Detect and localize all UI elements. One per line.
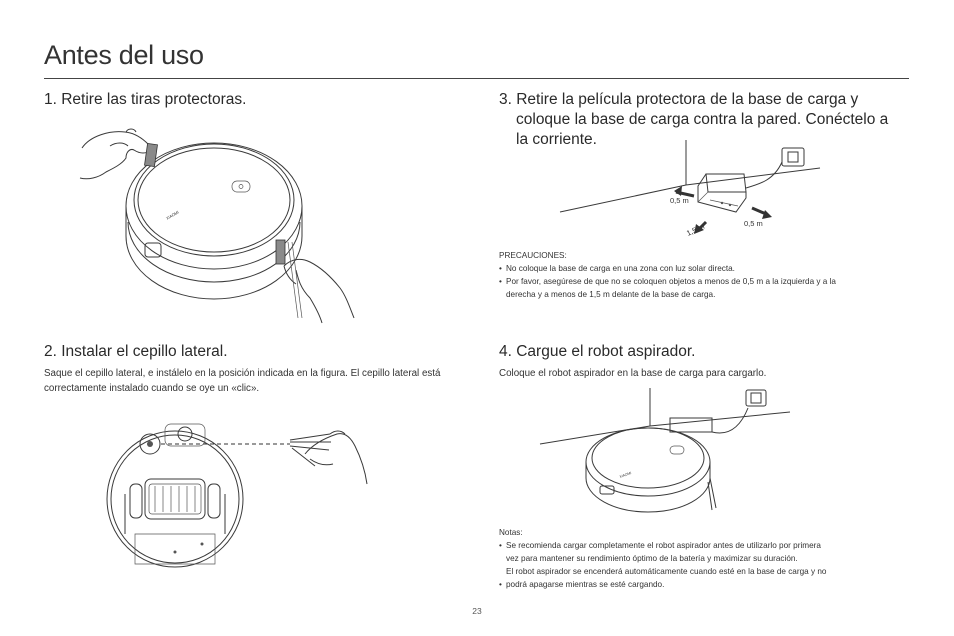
precautions-list (499, 262, 919, 288)
page-title: Antes del uso (44, 40, 204, 70)
note-item: • podrá apagarse mientras se esté cargando. (499, 578, 919, 591)
precautions-block (499, 249, 919, 301)
precaution-item-continued: derecha y a menos de 1,5 m delante de la base de carga. (506, 290, 716, 299)
robot-charging-illustration (540, 388, 790, 518)
notes-title: Notas: (499, 528, 523, 537)
title-divider (44, 78, 909, 79)
step3-heading-line1: 3. Retire la película protectora de la base de carga y (499, 91, 859, 108)
charging-dock-placement-illustration (560, 140, 820, 245)
notes-list-2 (499, 578, 919, 591)
note-item: • Se recomienda cargar completamente el robot aspirador antes de utilizarlo por primera (499, 539, 919, 552)
step4-heading: 4. Cargue el robot aspirador. (499, 343, 696, 360)
step4-body: Coloque el robot aspirador en la base de carga para cargarlo. (499, 368, 767, 379)
robot-brand-text: XIAOMI (165, 209, 180, 221)
step1-heading: 1. Retire las tiras protectoras. (44, 91, 247, 108)
notes-block (499, 526, 919, 591)
notes-list (499, 539, 919, 552)
step2-body: Saque el cepillo lateral, e instálelo en la posición indicada en la figura. El cepillo lateral está correctamente instalado cuando se oye un «clic». (44, 368, 441, 394)
step3-heading-line3: la corriente. (516, 131, 597, 148)
step2-section (44, 342, 464, 396)
page-number: 23 (472, 606, 482, 616)
precaution-item: • No coloque la base de carga en una zona con luz solar directa. (499, 262, 919, 275)
precaution-item: • Por favor, asegúrese de que no se coloquen objetos a menos de 0,5 m a la izquierda y a la (499, 275, 919, 288)
distance-right-label: 0,5 m (744, 219, 763, 228)
step2-heading: 2. Instalar el cepillo lateral. (44, 343, 228, 360)
distance-left-label: 0,5 m (670, 196, 689, 205)
note-line: El robot aspirador se encenderá automáticamente cuando esté en la base de carga y no (506, 567, 827, 576)
install-side-brush-illustration (105, 404, 370, 599)
step1-section (44, 90, 464, 110)
robot-brand-text-2: XIAOMI (618, 470, 632, 479)
note-line: vez para mantener su rendimiento óptimo de la batería y maximizar su duración. (506, 554, 798, 563)
step3-heading-line2: coloque la base de carga contra la pared. Conéctelo a (516, 111, 889, 128)
remove-strips-illustration (70, 118, 360, 323)
precautions-title: PRECAUCIONES: (499, 251, 567, 260)
distance-front-label: 1,5 m (685, 221, 706, 238)
step4-section (499, 342, 919, 381)
